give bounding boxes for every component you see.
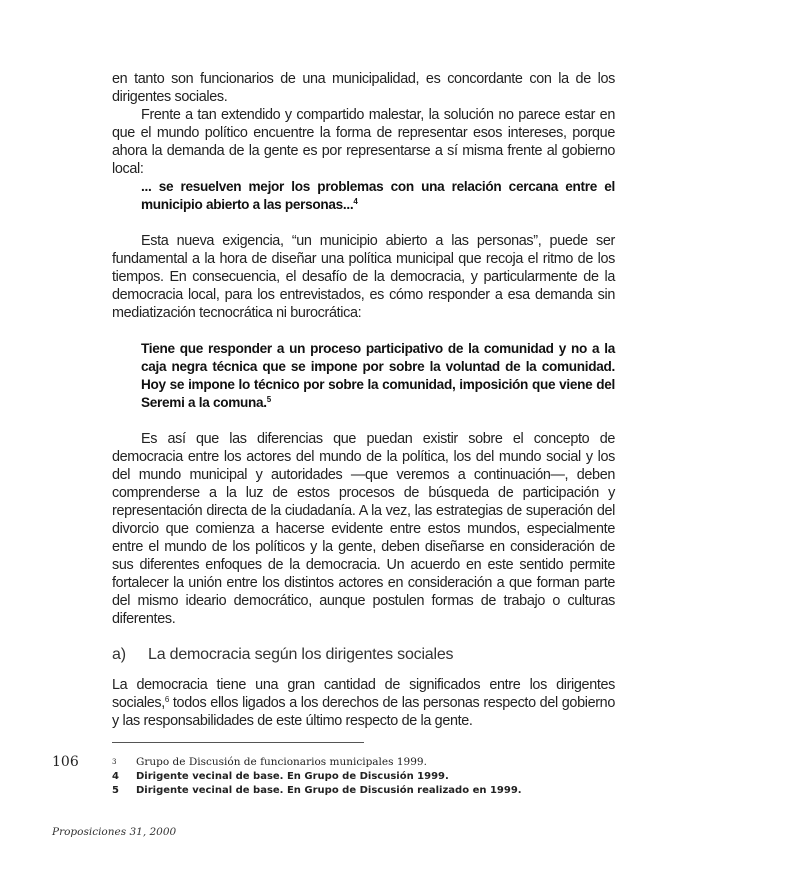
paragraph-5 [112,676,615,730]
section-heading [112,646,615,664]
paragraph-5-end: todos ellos ligados a los derechos de las personas respecto del gobierno y las responsabilidades de este último respecto de la gente. [112,695,615,729]
block-quote-2 [141,340,615,412]
quote-1-text: ... se resuelven mejor los problemas con una relación cercana entre el municipio abierto a las personas... [141,179,615,212]
footnote-4 [112,770,592,783]
page-number: 106 [52,754,79,770]
section-marker: a) [112,646,126,663]
footnote-4-text: Dirigente vecinal de base. En Grupo de Discusión 1999. [136,771,449,782]
footnote-4-number: 4 [112,771,119,782]
paragraph-5-start: La democracia tiene una gran cantidad de significados entre los dirigentes sociales, [112,677,615,711]
footnote-3-number: 3 [112,758,117,766]
footnote-5 [112,784,592,797]
quote-2-text: Tiene que responder a un proceso participativo de la comunidad y no a la caja negra técnica que se impone por sobre la voluntad de la comunidad. Hoy se impone lo técnico por sobre la comunidad, imposición que viene del Seremi a la comuna. [141,341,615,410]
block-quote-1 [141,178,615,214]
paragraph-2: Frente a tan extendido y compartido malestar, la solución no parece estar en que el mundo político encuentre la forma de representar esos intereses, porque ahora la demanda de la gente es por representarse a sí misma frente al gobierno local: [112,107,615,177]
paragraph-3: Esta nueva exigencia, “un municipio abierto a las personas”, puede ser fundamental a la hora de diseñar una política municipal que recoja el ritmo de los tiempos. En consecuencia, el desafío de la democracia, y particularmente de la democracia local, para los entrevistados, es cómo responder a esa demanda sin mediatización tecnocrática ni burocrática: [112,233,615,321]
footnote-ref-4: 4 [353,197,358,206]
page-body [112,70,615,730]
paragraph-1: en tanto son funcionarios de una municipalidad, es concordante con la de los dirigentes sociales. [112,71,615,105]
paragraph-4: Es así que las diferencias que puedan existir sobre el concepto de democracia entre los actores del mundo de la política, los del mundo social y los del mundo municipal y autoridades —que veremos a continuación—, deben comprenderse a la luz de estos procesos de búsqueda de participación y representación directa de la ciudadanía. A la vez, las estrategias de superación del divorcio que comienza a hacerse evidente entre estos mundos, especialmente entre el mundo de los políticos y la gente, deben diseñarse en consideración de sus diferentes enfoques de la democracia. Un acuerdo en este sentido permite fortalecer la unión entre los distintos actores en consideración a que forman parte del mismo ideario democrático, aunque postulen formas de trabajo o culturas diferentes. [112,431,615,627]
footnote-3-text: Grupo de Discusión de funcionarios municipales 1999. [136,756,427,768]
footnote-ref-6: 6 [164,695,169,704]
footnote-5-number: 5 [112,785,119,796]
footnote-5-text: Dirigente vecinal de base. En Grupo de Discusión realizado en 1999. [136,785,522,796]
footnote-divider [112,742,364,743]
footnote-ref-5: 5 [266,395,271,404]
section-title: La democracia según los dirigentes sociales [148,646,454,663]
footnote-3 [112,756,592,769]
journal-citation: Proposiciones 31, 2000 [52,826,177,838]
